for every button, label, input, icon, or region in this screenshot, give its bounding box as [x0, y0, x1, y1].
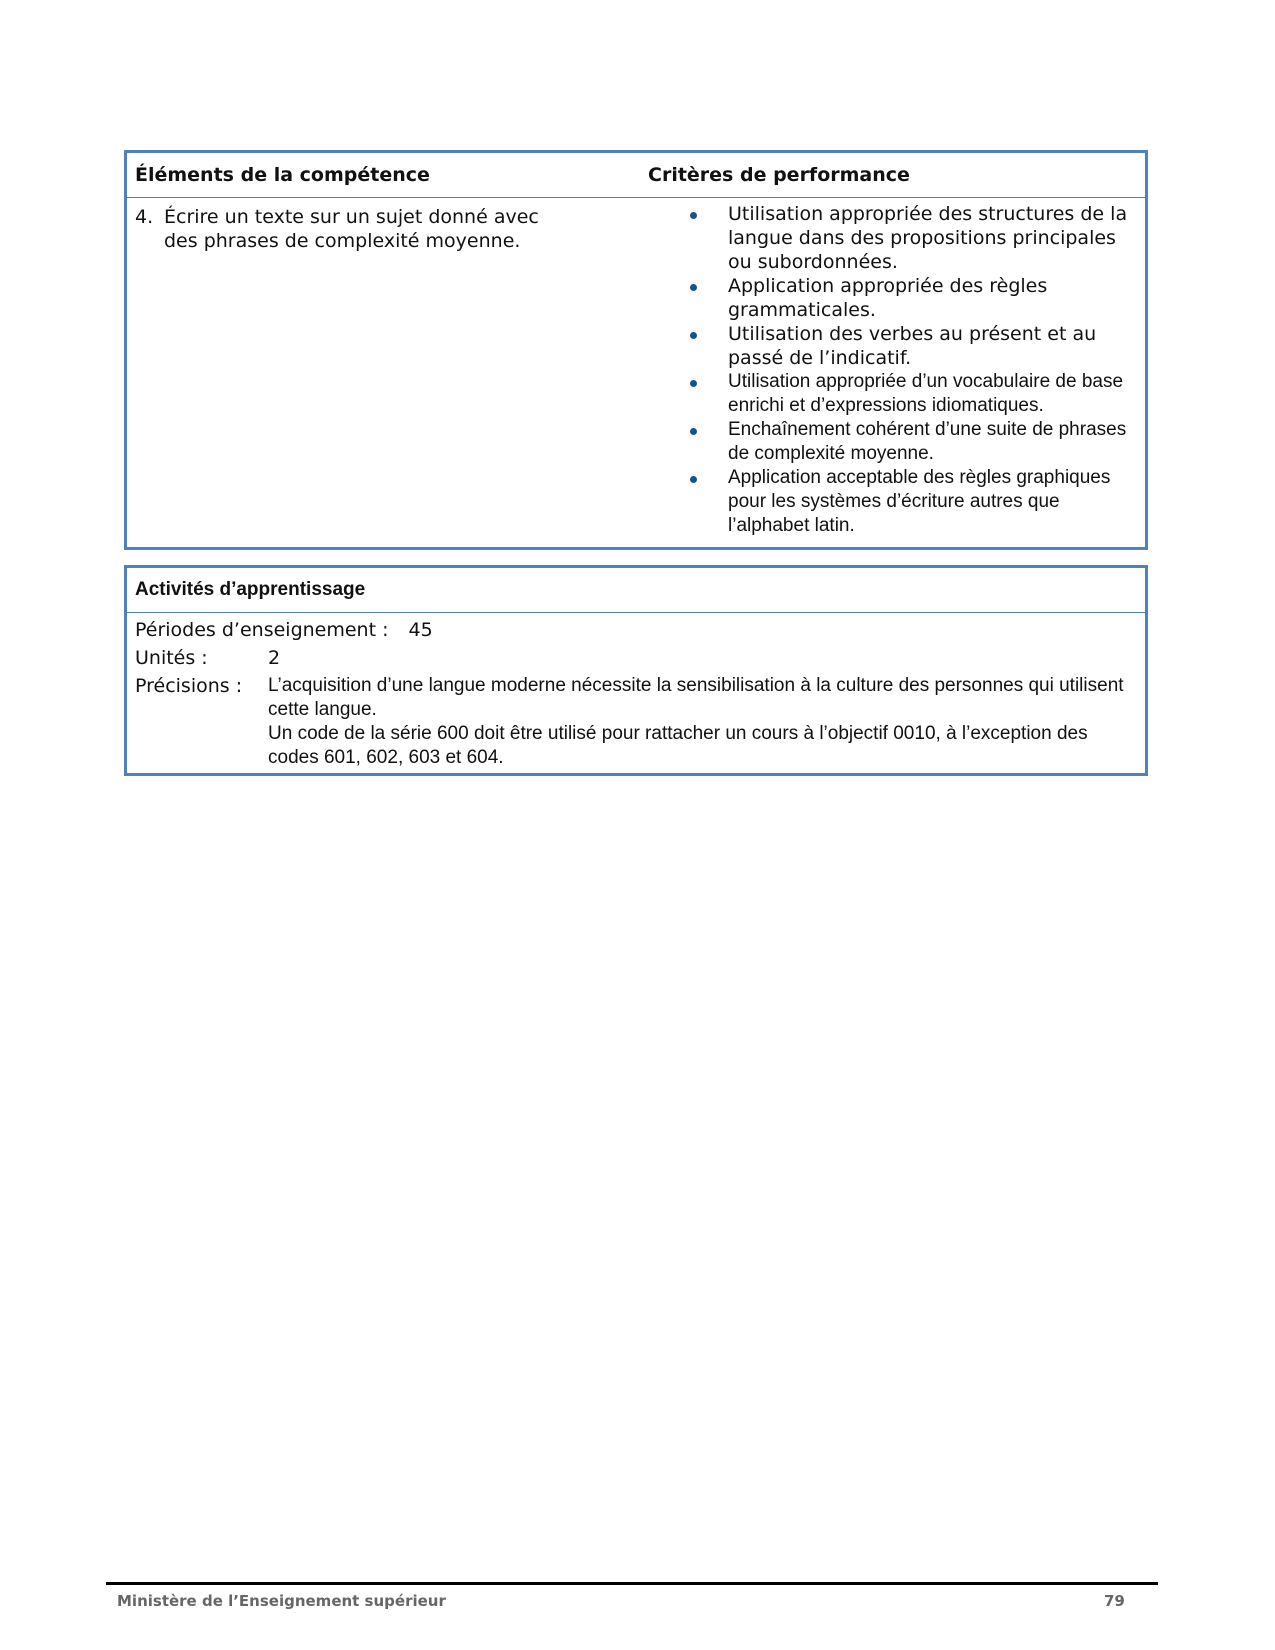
activities-body — [135, 618, 1135, 770]
bullet-icon — [690, 380, 697, 387]
bullet-icon — [690, 428, 697, 435]
criteria-item: Enchaînement cohérent d’une suite de phrases de complexité moyenne. — [690, 418, 1140, 466]
footer-divider — [106, 1582, 1158, 1585]
units-value: 2 — [268, 647, 281, 669]
element-cell — [135, 205, 565, 253]
header-criteria: Critères de performance — [648, 164, 910, 186]
competence-table-header — [127, 153, 1145, 198]
criteria-item: Application acceptable des règles graphiques pour les systèmes d’écriture autres que l’alphabet latin. — [690, 466, 1140, 538]
bullet-icon — [690, 476, 697, 483]
periods-value: 45 — [408, 619, 433, 641]
bullet-icon — [690, 284, 697, 291]
precision-text: L’acquisition d’une langue moderne nécessite la sensibilisation à la culture des personnes qui utilisent cette langue. — [268, 675, 1124, 720]
criteria-item: Application appropriée des règles grammaticales. — [690, 274, 1140, 322]
header-elements: Éléments de la compétence — [135, 164, 430, 186]
precisions-label: Précisions : — [135, 675, 243, 697]
periods-label: Périodes d’enseignement : — [135, 619, 389, 641]
precision-text: Un code de la série 600 doit être utilisé pour rattacher un cours à l’objectif 0010, à l’exception des codes 601, 602, 603 et 604. — [268, 723, 1088, 768]
units-row — [135, 646, 1135, 674]
activities-header: Activités d’apprentissage — [127, 568, 1145, 613]
page-number: 79 — [1104, 1592, 1125, 1610]
competence-table — [124, 150, 1148, 550]
element-text: Écrire un texte sur un sujet donné avec des phrases de complexité moyenne. — [164, 206, 539, 252]
activities-table — [124, 565, 1148, 776]
periods-row — [135, 618, 1135, 646]
units-label: Unités : — [135, 647, 208, 669]
precisions-row — [135, 674, 1135, 770]
element-number: 4. — [135, 206, 154, 228]
footer-ministry: Ministère de l’Enseignement supérieur — [117, 1592, 446, 1610]
criteria-item: Utilisation appropriée des structures de la langue dans des propositions principales ou subordonnées. — [690, 202, 1140, 274]
bullet-icon — [690, 332, 697, 339]
criteria-item: Utilisation des verbes au présent et au passé de l’indicatif. — [690, 322, 1140, 370]
bullet-icon — [690, 212, 697, 219]
criteria-cell — [690, 202, 1140, 538]
criteria-list — [690, 202, 1140, 538]
criteria-item: Utilisation appropriée d’un vocabulaire de base enrichi et d’expressions idiomatiques. — [690, 370, 1140, 418]
